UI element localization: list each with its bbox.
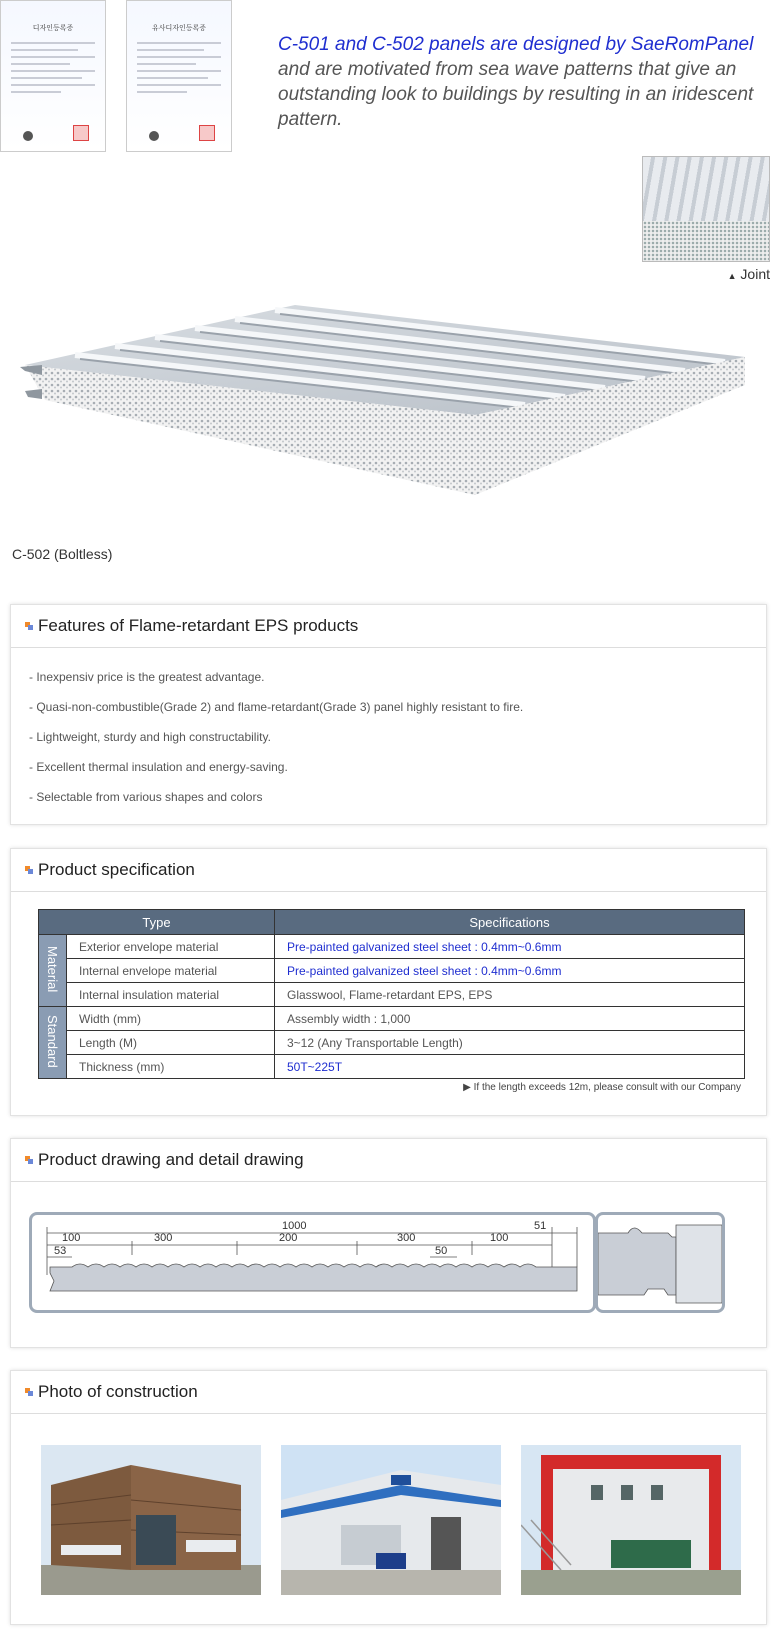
- joint-caption: ▲ Joint: [727, 266, 770, 282]
- seal-stamp-icon: [199, 125, 215, 141]
- dim-53: 53: [54, 1245, 67, 1257]
- drawing-title: Product drawing and detail drawing: [38, 1150, 304, 1169]
- intro-description: and are motivated from sea wave patterns that give an outstanding look to buildings by resulting in an iridescent pattern.: [278, 59, 754, 130]
- construction-title: Photo of construction: [38, 1382, 198, 1401]
- list-item: - Quasi-non-combustible(Grade 2) and flame-retardant(Grade 3) panel highly resistant to fire.: [29, 700, 524, 714]
- spec-cell: 3~12 (Any Transportable Length): [275, 1031, 745, 1055]
- construction-photo-red-roof-building: [521, 1445, 741, 1595]
- table-row: [39, 1007, 745, 1031]
- table-row: [39, 935, 745, 959]
- table-row: [39, 959, 745, 983]
- detail-drawing: [595, 1212, 725, 1313]
- dim-1000: 1000: [282, 1220, 307, 1232]
- spec-title: Product specification: [38, 860, 195, 879]
- table-row: [39, 1055, 745, 1079]
- dim-100: 100: [62, 1232, 81, 1244]
- table-row: [39, 983, 745, 1007]
- panel-illustration: [20, 305, 750, 520]
- panel-caption: C-502 (Boltless): [12, 546, 113, 562]
- specifications-header: Specifications: [275, 910, 745, 935]
- certificate-title: 디자인등록증: [32, 25, 74, 32]
- specification-section: [10, 848, 767, 1116]
- design-certificate-2: [126, 0, 232, 152]
- company-logo-icon: [23, 131, 33, 141]
- triangle-up-icon: ▲: [727, 271, 737, 281]
- type-cell: Width (mm): [67, 1007, 275, 1031]
- list-item: - Lightweight, sturdy and high constructability.: [29, 730, 271, 744]
- intro-text: [278, 32, 778, 132]
- company-logo-icon: [149, 131, 159, 141]
- dim-300: 300: [154, 1232, 173, 1244]
- bullet-square-icon: [25, 866, 33, 874]
- seal-stamp-icon: [73, 125, 89, 141]
- bullet-square-icon: [25, 1388, 33, 1396]
- table-row: [39, 1031, 745, 1055]
- dim-200: 200: [279, 1232, 298, 1244]
- bullet-square-icon: [25, 1156, 33, 1164]
- construction-photo-blue-stripe-building: [281, 1445, 501, 1595]
- spec-cell: 50T~225T: [275, 1055, 745, 1079]
- dim-51: 51: [534, 1220, 547, 1232]
- spec-cell: Glasswool, Flame-retardant EPS, EPS: [275, 983, 745, 1007]
- spec-table: [38, 909, 745, 1079]
- list-item: - Excellent thermal insulation and energy-saving.: [29, 760, 288, 774]
- features-section: [10, 604, 767, 825]
- drawing-section: [10, 1138, 767, 1348]
- length-note: ▶ If the length exceeds 12m, please consult with our Company: [463, 1082, 741, 1093]
- type-cell: Exterior envelope material: [67, 935, 275, 959]
- section-header: [11, 1371, 766, 1414]
- certificate-title: 유사디자인등록증: [151, 25, 207, 32]
- construction-section: [10, 1370, 767, 1625]
- dim-50: 50: [435, 1245, 448, 1257]
- dim-300: 300: [397, 1232, 416, 1244]
- section-header: [11, 849, 766, 892]
- section-header: [11, 605, 766, 648]
- spec-cell: Assembly width : 1,000: [275, 1007, 745, 1031]
- list-item: - Inexpensiv price is the greatest advantage.: [29, 670, 265, 684]
- joint-image: [642, 156, 770, 262]
- features-list: [11, 648, 766, 812]
- section-header: [11, 1139, 766, 1182]
- type-header: Type: [39, 910, 275, 935]
- dim-100: 100: [490, 1232, 509, 1244]
- type-cell: Internal envelope material: [67, 959, 275, 983]
- type-cell: Internal insulation material: [67, 983, 275, 1007]
- spec-cell: Pre-painted galvanized steel sheet : 0.4mm~0.6mm: [275, 959, 745, 983]
- type-cell: Length (M): [67, 1031, 275, 1055]
- construction-photo-brown-building: [41, 1445, 261, 1595]
- table-header-row: [39, 910, 745, 935]
- spec-cell: Pre-painted galvanized steel sheet : 0.4mm~0.6mm: [275, 935, 745, 959]
- design-certificate-1: [0, 0, 106, 152]
- bullet-square-icon: [25, 622, 33, 630]
- product-drawing: [29, 1212, 596, 1313]
- features-title: Features of Flame-retardant EPS products: [38, 616, 359, 635]
- list-item: - Selectable from various shapes and colors: [29, 790, 263, 804]
- group-cell-material: Material: [39, 935, 67, 1007]
- intro-headline: C-501 and C-502 panels are designed by SaeRomPanel: [278, 34, 754, 55]
- type-cell: Thickness (mm): [67, 1055, 275, 1079]
- group-cell-standard: Standard: [39, 1007, 67, 1079]
